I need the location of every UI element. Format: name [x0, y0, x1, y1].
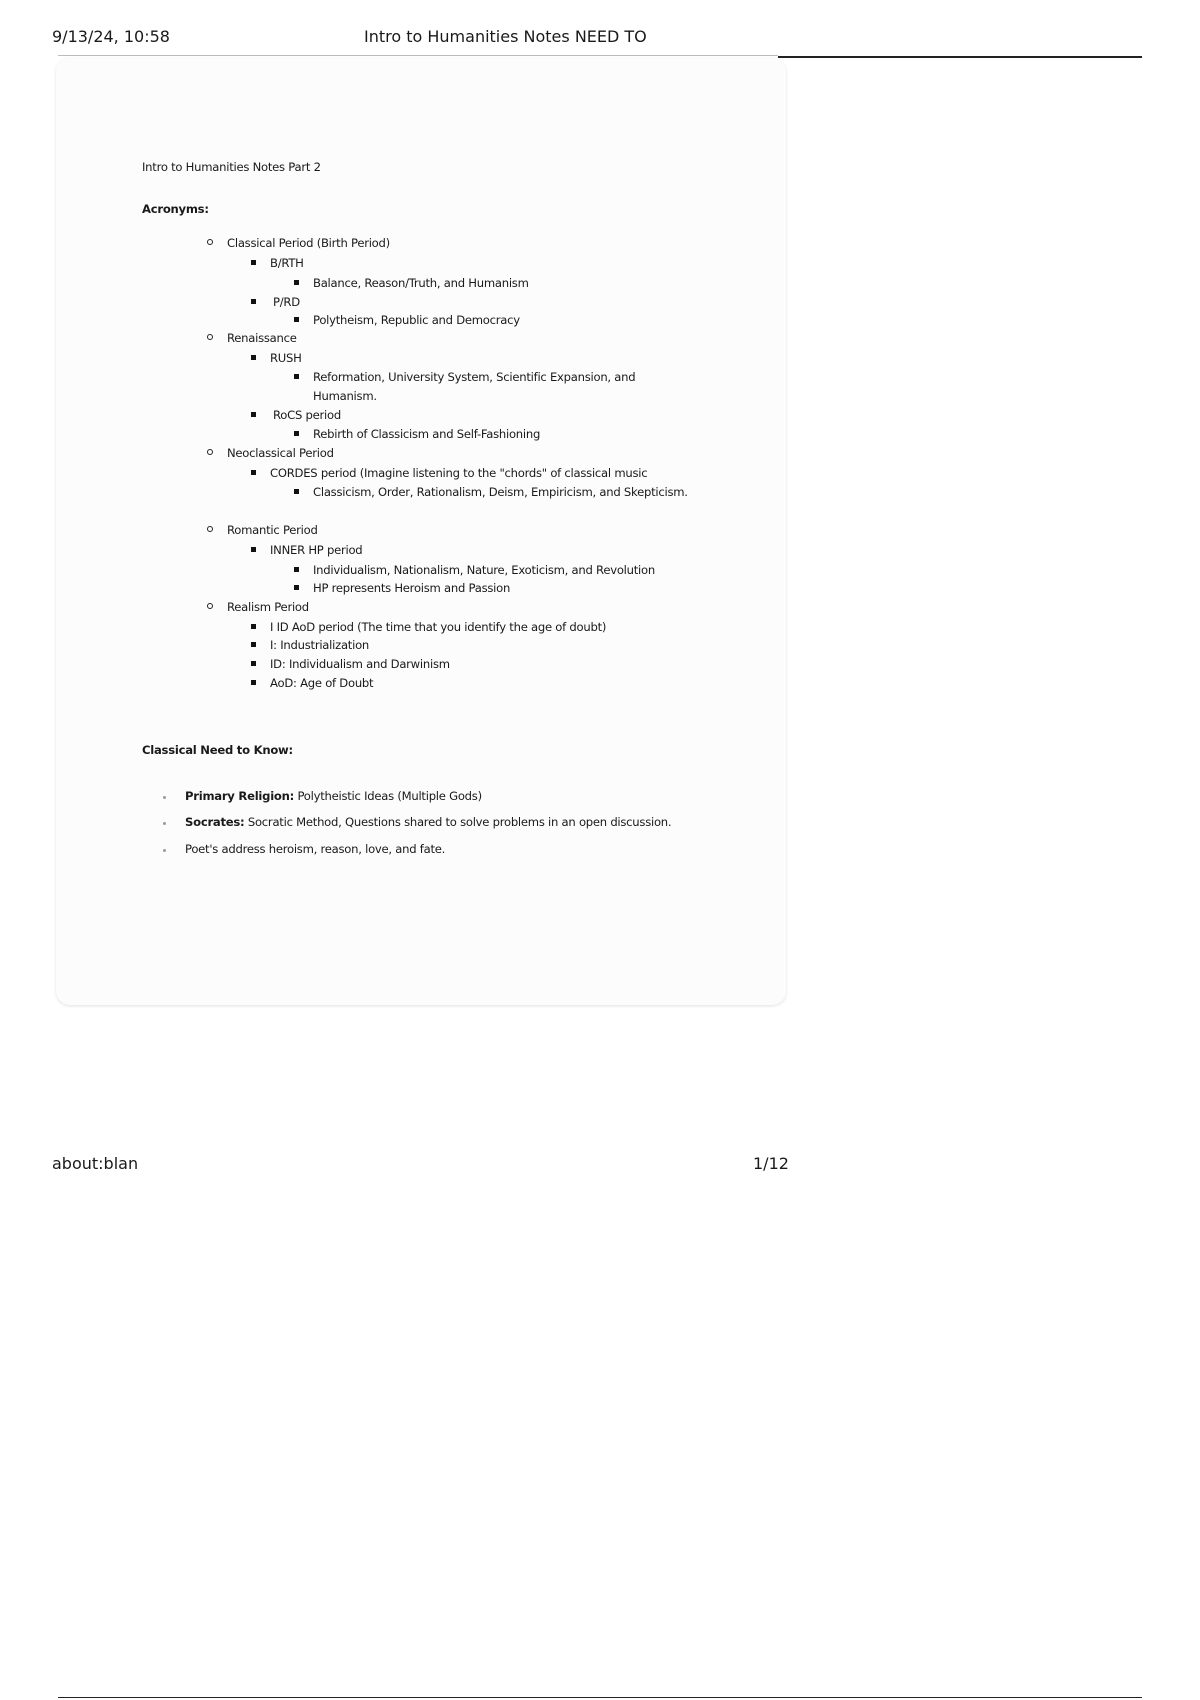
page-number: 1/12	[753, 1154, 789, 1173]
list-marker	[294, 489, 299, 494]
classical-item	[185, 842, 445, 856]
period-realism: Realism Period	[227, 600, 309, 614]
list-marker	[294, 280, 299, 285]
acronym-aod: AoD: Age of Doubt	[270, 676, 374, 690]
list-marker	[294, 431, 299, 436]
acronym-rush: RUSH	[270, 351, 302, 365]
acronym-rocs: RoCS period	[273, 408, 341, 422]
print-url: about:blan	[52, 1154, 139, 1173]
period-neoclassical: Neoclassical Period	[227, 446, 334, 460]
acronym-id: ID: Individualism and Darwinism	[270, 657, 450, 671]
list-marker	[163, 849, 166, 852]
list-marker	[207, 239, 213, 245]
print-title: Intro to Humanities Notes NEED TO	[364, 27, 647, 46]
acronym-detail: Rebirth of Classicism and Self-Fashioning	[313, 427, 541, 441]
list-marker	[251, 299, 256, 304]
acronym-detail: HP represents Heroism and Passion	[313, 581, 511, 595]
list-marker	[207, 603, 213, 609]
acronym-detail-cont: Humanism.	[313, 389, 377, 403]
period-romantic: Romantic Period	[227, 523, 318, 537]
header-divider-right	[778, 56, 1142, 58]
list-marker	[251, 680, 256, 685]
list-marker	[251, 412, 256, 417]
list-marker	[294, 585, 299, 590]
acronym-detail: Polytheism, Republic and Democracy	[313, 313, 520, 327]
bottom-divider	[58, 1697, 1142, 1698]
list-marker	[163, 796, 166, 799]
period-renaissance: Renaissance	[227, 331, 297, 345]
list-marker	[251, 642, 256, 647]
acronym-detail: Balance, Reason/Truth, and Humanism	[313, 276, 529, 290]
list-marker	[251, 470, 256, 475]
acronym-industrialization: I: Industrialization	[270, 638, 370, 652]
list-marker	[294, 374, 299, 379]
classical-item	[185, 815, 671, 829]
classical-heading: Classical Need to Know:	[142, 743, 293, 757]
classical-item-label: Primary Religion:	[185, 789, 295, 803]
list-marker	[251, 661, 256, 666]
classical-item-label: Socrates:	[185, 815, 245, 829]
classical-item-text: Polytheistic Ideas (Multiple Gods)	[294, 789, 482, 803]
acronym-prd: P/RD	[273, 295, 300, 309]
acronym-detail: Individualism, Nationalism, Nature, Exoticism, and Revolution	[313, 563, 655, 577]
list-marker	[163, 822, 166, 825]
document-page	[56, 58, 786, 1005]
list-marker	[294, 567, 299, 572]
header-divider	[58, 55, 778, 56]
list-marker	[251, 260, 256, 265]
list-marker	[207, 334, 213, 340]
acronym-cordes: CORDES period (Imagine listening to the "chords" of classical music	[270, 466, 648, 480]
acronym-inner-hp: INNER HP period	[270, 543, 363, 557]
list-marker	[251, 547, 256, 552]
acronyms-heading: Acronyms:	[142, 202, 209, 216]
document-title: Intro to Humanities Notes Part 2	[142, 160, 321, 174]
list-marker	[294, 317, 299, 322]
acronym-detail: Classicism, Order, Rationalism, Deism, Empiricism, and Skepticism.	[313, 485, 688, 499]
acronym-detail: Reformation, University System, Scientific Expansion, and	[313, 370, 636, 384]
document-body	[56, 58, 786, 1005]
list-marker	[251, 624, 256, 629]
acronym-iidaod: I ID AoD period (The time that you identify the age of doubt)	[270, 620, 607, 634]
list-marker	[251, 355, 256, 360]
list-marker	[207, 526, 213, 532]
period-classical: Classical Period (Birth Period)	[227, 236, 390, 250]
list-marker	[207, 449, 213, 455]
acronym-brth: B/RTH	[270, 256, 304, 270]
classical-item-text: Poet's address heroism, reason, love, and fate.	[185, 842, 446, 856]
print-date: 9/13/24, 10:58	[52, 27, 170, 46]
classical-item	[185, 789, 482, 803]
classical-item-text: Socratic Method, Questions shared to solve problems in an open discussion.	[244, 815, 672, 829]
